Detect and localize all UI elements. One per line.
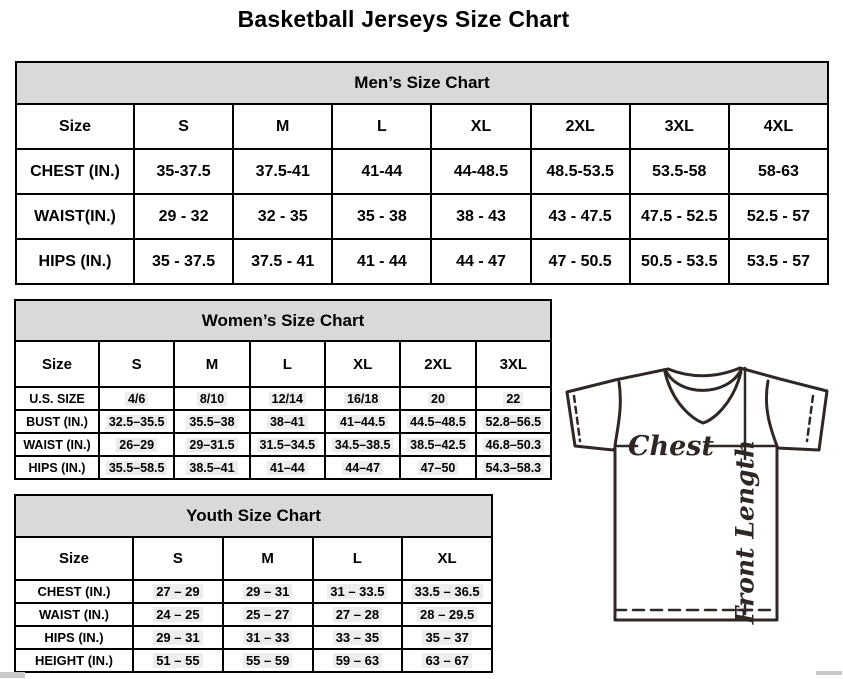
men-column-header: Size xyxy=(16,104,134,149)
men-cell xyxy=(233,194,332,239)
cell-text: 58-63 xyxy=(757,162,799,180)
womens-size-chart-table xyxy=(14,299,552,480)
youth-cell xyxy=(313,603,403,626)
cell-text: 51 – 55 xyxy=(153,653,202,668)
men-cell xyxy=(630,239,729,284)
cell-text: 50.5 - 53.5 xyxy=(641,252,718,270)
page-title: Basketball Jerseys Size Chart xyxy=(237,6,570,32)
cell-text: 46.8–50.3 xyxy=(483,438,545,452)
men-cell xyxy=(431,149,530,194)
youth-cell xyxy=(313,626,403,649)
youth-cell xyxy=(223,603,313,626)
men-column-header: L xyxy=(332,104,431,149)
men-cell xyxy=(431,239,530,284)
cell-text: 24 – 25 xyxy=(153,607,202,622)
cell-text: 41–44 xyxy=(267,461,308,475)
cell-text: 35 - 37.5 xyxy=(151,252,216,270)
men-cell xyxy=(332,149,431,194)
cell-text: 12/14 xyxy=(269,392,306,406)
women-column-header: 2XL xyxy=(400,341,475,387)
cell-text: 35 - 38 xyxy=(356,207,407,225)
men-chart-title: Men’s Size Chart xyxy=(16,62,828,104)
women-cell xyxy=(325,456,400,479)
cell-text: 63 – 67 xyxy=(422,653,471,668)
women-cell xyxy=(400,410,475,433)
cell-text: 16/18 xyxy=(344,392,381,406)
youth-cell xyxy=(223,649,313,672)
cell-text: 35.5–58.5 xyxy=(106,461,168,475)
women-cell xyxy=(99,456,174,479)
youth-column-header: S xyxy=(133,537,223,580)
women-cell xyxy=(476,410,551,433)
cell-text: 22 xyxy=(503,392,523,406)
cell-text: 37.5 - 41 xyxy=(251,252,315,270)
youth-column-header: L xyxy=(313,537,403,580)
women-cell xyxy=(325,433,400,456)
cell-text: 44-48.5 xyxy=(453,162,509,180)
men-cell xyxy=(134,149,233,194)
women-cell xyxy=(325,410,400,433)
cell-text: 44 - 47 xyxy=(456,252,506,270)
cell-text: 35 – 37 xyxy=(422,630,471,645)
women-cell xyxy=(99,433,174,456)
chest-label: Chest xyxy=(628,431,714,462)
women-cell xyxy=(250,387,325,410)
right-armhole-seam xyxy=(766,381,777,446)
youth-row-label: HIPS (IN.) xyxy=(15,626,133,649)
men-cell xyxy=(134,194,233,239)
cell-text: 32 - 35 xyxy=(257,207,308,225)
cell-text: 29 - 32 xyxy=(158,207,209,225)
youth-cell xyxy=(402,580,492,603)
men-cell xyxy=(233,239,332,284)
cell-text: 55 – 59 xyxy=(243,653,292,668)
men-column-header: 3XL xyxy=(630,104,729,149)
jersey-outline xyxy=(567,368,827,620)
women-cell xyxy=(99,410,174,433)
youth-column-header: M xyxy=(223,537,313,580)
collar-v-seam xyxy=(665,372,741,423)
cell-text: 44–47 xyxy=(342,461,383,475)
youth-chart-title: Youth Size Chart xyxy=(15,495,492,537)
women-cell xyxy=(476,456,551,479)
men-cell xyxy=(431,194,530,239)
jersey-measurement-diagram xyxy=(555,360,843,628)
women-cell xyxy=(250,433,325,456)
youth-cell xyxy=(223,626,313,649)
cell-text: 4/6 xyxy=(125,392,148,406)
cell-text: 38.5–41 xyxy=(186,461,237,475)
women-chart-title: Women’s Size Chart xyxy=(15,300,551,341)
cell-text: 29 – 31 xyxy=(243,584,292,599)
men-cell xyxy=(531,239,630,284)
cell-text: 34.5–38.5 xyxy=(332,438,394,452)
women-cell xyxy=(250,410,325,433)
men-cell xyxy=(134,239,233,284)
youth-cell xyxy=(133,626,223,649)
women-row-label: U.S. SIZE xyxy=(15,387,99,410)
men-cell xyxy=(729,239,828,284)
women-cell xyxy=(400,433,475,456)
women-cell xyxy=(99,387,174,410)
cell-text: 32.5–35.5 xyxy=(106,415,168,429)
cell-text: 33 – 35 xyxy=(333,630,382,645)
men-cell xyxy=(531,149,630,194)
cell-text: 35.5–38 xyxy=(186,415,237,429)
women-cell xyxy=(400,456,475,479)
youth-row-label: WAIST (IN.) xyxy=(15,603,133,626)
cell-text: 48.5-53.5 xyxy=(546,162,614,180)
women-column-header: S xyxy=(99,341,174,387)
cell-text: 41-44 xyxy=(361,162,403,180)
cell-text: 38.5–42.5 xyxy=(407,438,469,452)
cell-text: 41–44.5 xyxy=(337,415,388,429)
cell-text: 29–31.5 xyxy=(186,438,237,452)
youth-cell xyxy=(133,649,223,672)
women-cell xyxy=(174,387,249,410)
men-cell xyxy=(531,194,630,239)
women-cell xyxy=(400,387,475,410)
youth-row-label: CHEST (IN.) xyxy=(15,580,133,603)
cell-text: 59 – 63 xyxy=(333,653,382,668)
women-row-label: BUST (IN.) xyxy=(15,410,99,433)
horizontal-scrollbar-fragment-left[interactable] xyxy=(0,672,25,678)
men-column-header: 2XL xyxy=(531,104,630,149)
mens-size-chart-table xyxy=(15,61,829,285)
men-row-label: CHEST (IN.) xyxy=(16,149,134,194)
cell-text: 26–29 xyxy=(116,438,157,452)
youth-column-header: XL xyxy=(402,537,492,580)
cell-text: 37.5-41 xyxy=(255,162,310,180)
cell-text: 52.5 - 57 xyxy=(746,207,810,225)
cell-text: 47 - 50.5 xyxy=(548,252,612,270)
men-row-label: WAIST(IN.) xyxy=(16,194,134,239)
vertical-scrollbar-fragment-right[interactable] xyxy=(816,671,842,675)
men-column-header: S xyxy=(134,104,233,149)
right-cuff-stitch xyxy=(807,396,813,441)
men-row-label: HIPS (IN.) xyxy=(16,239,134,284)
men-column-header: XL xyxy=(431,104,530,149)
cell-text: 27 – 29 xyxy=(153,584,202,599)
youth-row-label: HEIGHT (IN.) xyxy=(15,649,133,672)
cell-text: 31.5–34.5 xyxy=(257,438,319,452)
cell-text: 54.3–58.3 xyxy=(483,461,545,475)
youth-cell xyxy=(133,580,223,603)
cell-text: 53.5-58 xyxy=(652,162,707,180)
collar xyxy=(668,368,740,376)
women-column-header: 3XL xyxy=(476,341,551,387)
cell-text: 35-37.5 xyxy=(156,162,211,180)
front-length-label: Front Length xyxy=(730,439,760,625)
left-cuff-stitch xyxy=(574,396,580,441)
women-cell xyxy=(174,433,249,456)
women-cell xyxy=(174,410,249,433)
cell-text: 33.5 – 36.5 xyxy=(412,584,483,599)
men-cell xyxy=(729,149,828,194)
women-row-label: WAIST (IN.) xyxy=(15,433,99,456)
cell-text: 8/10 xyxy=(197,392,227,406)
women-cell xyxy=(325,387,400,410)
youth-cell xyxy=(133,603,223,626)
cell-text: 53.5 - 57 xyxy=(746,252,810,270)
cell-text: 44.5–48.5 xyxy=(407,415,469,429)
cell-text: 47–50 xyxy=(418,461,459,475)
men-column-header: 4XL xyxy=(729,104,828,149)
cell-text: 41 - 44 xyxy=(356,252,407,270)
cell-text: 52.8–56.5 xyxy=(483,415,545,429)
women-cell xyxy=(250,456,325,479)
cell-text: 25 – 27 xyxy=(243,607,292,622)
left-armhole-seam xyxy=(615,382,620,446)
women-cell xyxy=(476,387,551,410)
women-cell xyxy=(476,433,551,456)
cell-text: 28 – 29.5 xyxy=(417,607,477,622)
men-cell xyxy=(332,239,431,284)
men-cell xyxy=(729,194,828,239)
cell-text: 31 – 33 xyxy=(243,630,292,645)
cell-text: 38–41 xyxy=(267,415,308,429)
cell-text: 43 - 47.5 xyxy=(548,207,612,225)
women-column-header: Size xyxy=(15,341,99,387)
youth-cell xyxy=(313,649,403,672)
men-cell xyxy=(630,194,729,239)
men-cell xyxy=(332,194,431,239)
youth-cell xyxy=(402,649,492,672)
cell-text: 38 - 43 xyxy=(456,207,506,225)
women-column-header: XL xyxy=(325,341,400,387)
men-column-header: M xyxy=(233,104,332,149)
cell-text: 47.5 - 52.5 xyxy=(641,207,718,225)
cell-text: 27 – 28 xyxy=(333,607,382,622)
women-column-header: M xyxy=(174,341,249,387)
cell-text: 29 – 31 xyxy=(153,630,202,645)
men-cell xyxy=(233,149,332,194)
youth-column-header: Size xyxy=(15,537,133,580)
youth-size-chart-table xyxy=(14,494,493,673)
youth-cell xyxy=(313,580,403,603)
youth-cell xyxy=(223,580,313,603)
cell-text: 20 xyxy=(428,392,448,406)
women-row-label: HIPS (IN.) xyxy=(15,456,99,479)
youth-cell xyxy=(402,603,492,626)
women-column-header: L xyxy=(250,341,325,387)
cell-text: 31 – 33.5 xyxy=(327,584,387,599)
men-cell xyxy=(630,149,729,194)
youth-cell xyxy=(402,626,492,649)
women-cell xyxy=(174,456,249,479)
